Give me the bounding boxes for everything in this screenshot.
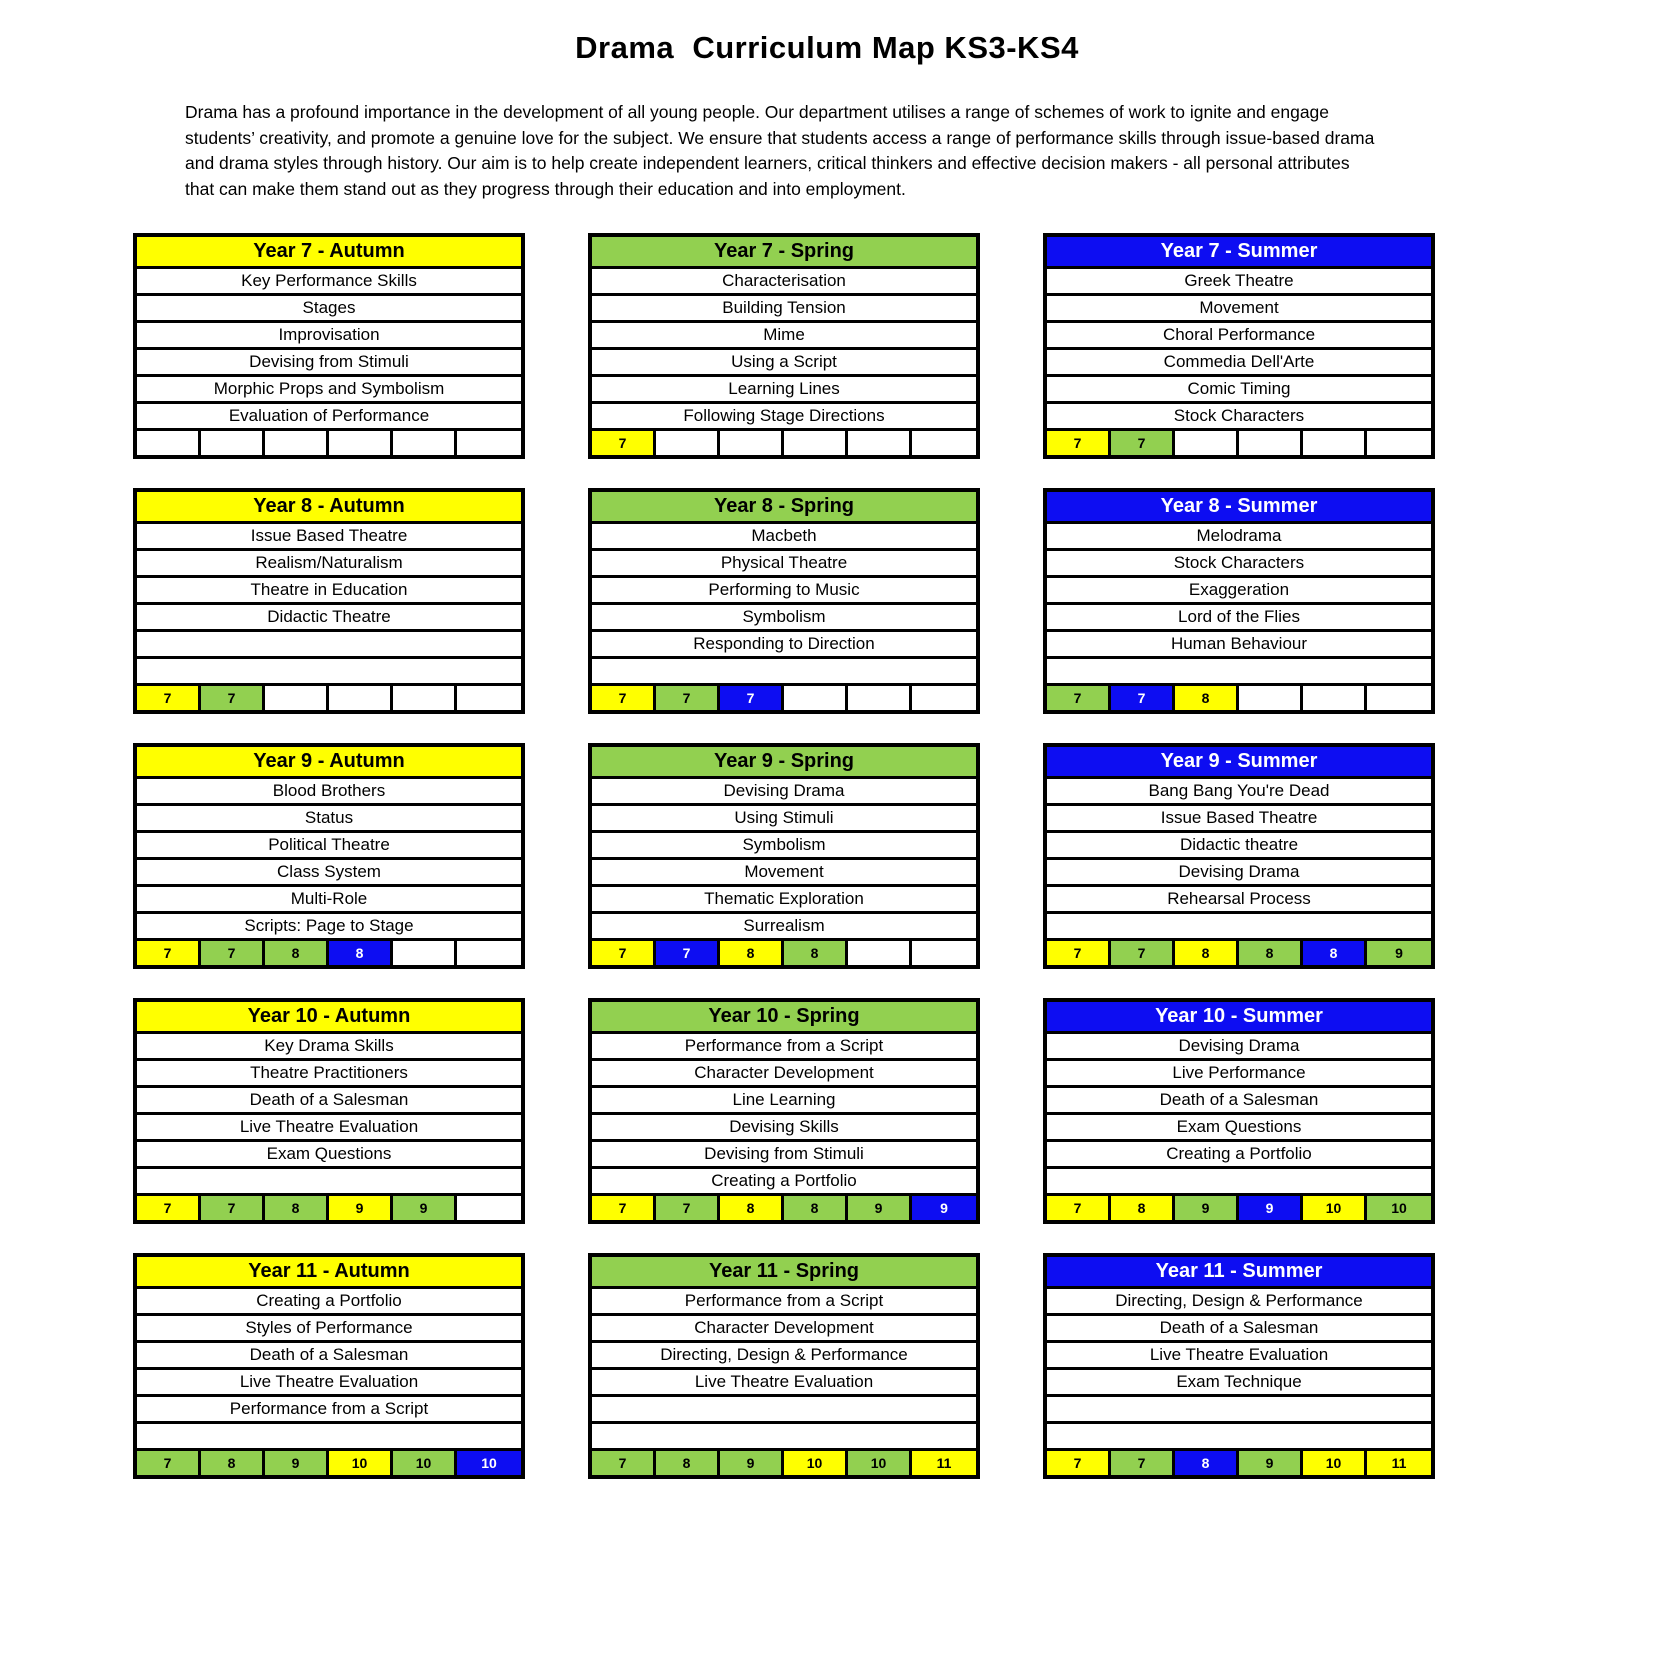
topic-row: Live Theatre Evaluation xyxy=(137,1370,521,1397)
prior-learning-year-row xyxy=(137,431,521,455)
year-ref-cell: 7 xyxy=(656,686,720,710)
term-table-year-8-summer xyxy=(1043,488,1435,714)
year-ref-cell: 8 xyxy=(784,1196,848,1220)
topic-row: Live Theatre Evaluation xyxy=(592,1370,976,1397)
topic-row: Devising from Stimuli xyxy=(592,1142,976,1169)
year-ref-cell: 7 xyxy=(1111,686,1175,710)
topic-row: Exam Technique xyxy=(1047,1370,1431,1397)
topic-row: Greek Theatre xyxy=(1047,269,1431,296)
term-table-title: Year 8 - Autumn xyxy=(137,492,521,524)
year-ref-cell xyxy=(393,941,457,965)
prior-learning-year-row xyxy=(1047,1196,1431,1220)
topic-row: Stock Characters xyxy=(1047,404,1431,431)
year-ref-cell xyxy=(457,686,521,710)
topic-row: Exaggeration xyxy=(1047,578,1431,605)
topic-row: Directing, Design & Performance xyxy=(592,1343,976,1370)
year-ref-cell xyxy=(848,941,912,965)
topic-row: Performance from a Script xyxy=(137,1397,521,1424)
term-table-year-11-spring xyxy=(588,1253,980,1479)
year-ref-cell xyxy=(1303,686,1367,710)
topic-row: Creating a Portfolio xyxy=(137,1289,521,1316)
term-table-title: Year 9 - Spring xyxy=(592,747,976,779)
term-table-year-7-spring xyxy=(588,233,980,459)
year-ref-cell: 7 xyxy=(592,686,656,710)
topic-row: Using Stimuli xyxy=(592,806,976,833)
year-ref-cell xyxy=(265,431,329,455)
term-table-title: Year 11 - Autumn xyxy=(137,1257,521,1289)
year-ref-cell: 8 xyxy=(1175,686,1239,710)
term-table-year-9-summer xyxy=(1043,743,1435,969)
topic-row: Theatre in Education xyxy=(137,578,521,605)
year-ref-cell: 7 xyxy=(1111,941,1175,965)
year-ref-cell: 8 xyxy=(656,1451,720,1475)
prior-learning-year-row xyxy=(137,686,521,710)
topic-row: Status xyxy=(137,806,521,833)
year-ref-cell: 9 xyxy=(848,1196,912,1220)
topic-row: Exam Questions xyxy=(137,1142,521,1169)
topic-row: Symbolism xyxy=(592,833,976,860)
topic-row: Death of a Salesman xyxy=(1047,1088,1431,1115)
topic-row: Physical Theatre xyxy=(592,551,976,578)
topic-row: Following Stage Directions xyxy=(592,404,976,431)
prior-learning-year-row xyxy=(592,1451,976,1475)
topic-row: Characterisation xyxy=(592,269,976,296)
topic-row: Building Tension xyxy=(592,296,976,323)
topic-row: Death of a Salesman xyxy=(137,1343,521,1370)
topic-row: Rehearsal Process xyxy=(1047,887,1431,914)
topic-row: Issue Based Theatre xyxy=(1047,806,1431,833)
prior-learning-year-row xyxy=(1047,431,1431,455)
topic-row: Issue Based Theatre xyxy=(137,524,521,551)
year-ref-cell xyxy=(784,686,848,710)
year-ref-cell xyxy=(848,431,912,455)
topic-row: Responding to Direction xyxy=(592,632,976,659)
topic-row: Stages xyxy=(137,296,521,323)
year-ref-cell xyxy=(720,431,784,455)
year-ref-cell: 7 xyxy=(1047,941,1111,965)
year-ref-cell xyxy=(265,686,329,710)
year-ref-cell xyxy=(1367,686,1431,710)
topic-row xyxy=(137,1169,521,1196)
term-table-title: Year 9 - Autumn xyxy=(137,747,521,779)
year-ref-cell: 8 xyxy=(201,1451,265,1475)
year-ref-cell: 8 xyxy=(1303,941,1367,965)
year-ref-cell xyxy=(201,431,265,455)
year-ref-cell: 10 xyxy=(1303,1196,1367,1220)
topic-row xyxy=(592,659,976,686)
year-ref-cell xyxy=(912,431,976,455)
year-ref-cell: 9 xyxy=(265,1451,329,1475)
topic-row: Comic Timing xyxy=(1047,377,1431,404)
year-ref-cell: 7 xyxy=(137,1451,201,1475)
prior-learning-year-row xyxy=(1047,1451,1431,1475)
topic-row xyxy=(137,659,521,686)
term-table-title: Year 9 - Summer xyxy=(1047,747,1431,779)
topic-row: Thematic Exploration xyxy=(592,887,976,914)
topic-row: Styles of Performance xyxy=(137,1316,521,1343)
year-ref-cell xyxy=(784,431,848,455)
term-table-title: Year 7 - Autumn xyxy=(137,237,521,269)
year-ref-cell: 7 xyxy=(1047,686,1111,710)
year-ref-cell: 8 xyxy=(265,941,329,965)
year-ref-cell: 7 xyxy=(592,1196,656,1220)
prior-learning-year-row xyxy=(592,431,976,455)
prior-learning-year-row xyxy=(137,1196,521,1220)
term-table-year-11-summer xyxy=(1043,1253,1435,1479)
topic-row: Death of a Salesman xyxy=(137,1088,521,1115)
year-ref-cell: 8 xyxy=(265,1196,329,1220)
year-ref-cell xyxy=(1303,431,1367,455)
prior-learning-year-row xyxy=(1047,686,1431,710)
term-table-year-7-autumn xyxy=(133,233,525,459)
topic-row xyxy=(1047,1397,1431,1424)
year-ref-cell: 9 xyxy=(329,1196,393,1220)
year-ref-cell: 9 xyxy=(912,1196,976,1220)
year-ref-cell: 7 xyxy=(137,1196,201,1220)
year-ref-cell xyxy=(457,941,521,965)
year-ref-cell xyxy=(848,686,912,710)
year-ref-cell: 8 xyxy=(329,941,393,965)
term-table-title: Year 11 - Summer xyxy=(1047,1257,1431,1289)
year-ref-cell: 8 xyxy=(720,1196,784,1220)
topic-row: Symbolism xyxy=(592,605,976,632)
year-ref-cell: 8 xyxy=(1175,1451,1239,1475)
year-ref-cell xyxy=(1239,431,1303,455)
year-ref-cell: 8 xyxy=(784,941,848,965)
year-ref-cell xyxy=(656,431,720,455)
term-table-year-10-autumn xyxy=(133,998,525,1224)
topic-row: Surrealism xyxy=(592,914,976,941)
topic-row xyxy=(592,1397,976,1424)
topic-row: Melodrama xyxy=(1047,524,1431,551)
page-title: Drama Curriculum Map KS3-KS4 xyxy=(575,30,1079,65)
topic-row: Didactic theatre xyxy=(1047,833,1431,860)
topic-row: Key Performance Skills xyxy=(137,269,521,296)
topic-row: Character Development xyxy=(592,1316,976,1343)
year-ref-cell xyxy=(329,431,393,455)
intro-paragraph: Drama has a profound importance in the development of all young people. Our department utilises a range of schemes of work to ignite and engage students’ creativity, and promote a genuine love for the subject. We ensure that students access a range of performance skills through issue-based drama and drama styles through history. Our aim is to help create independent learners, critical thinkers and effective decision makers - all personal attributes that can make them stand out as they progress through their education and into employment. xyxy=(185,102,1375,199)
year-ref-cell: 10 xyxy=(1367,1196,1431,1220)
prior-learning-year-row xyxy=(592,686,976,710)
topic-row: Live Theatre Evaluation xyxy=(1047,1343,1431,1370)
topic-row: Morphic Props and Symbolism xyxy=(137,377,521,404)
prior-learning-year-row xyxy=(137,1451,521,1475)
document-page xyxy=(0,30,1654,1479)
year-ref-cell: 10 xyxy=(784,1451,848,1475)
year-ref-cell xyxy=(1367,431,1431,455)
year-ref-cell: 9 xyxy=(1239,1196,1303,1220)
topic-row: Realism/Naturalism xyxy=(137,551,521,578)
topic-row: Political Theatre xyxy=(137,833,521,860)
year-ref-cell xyxy=(137,431,201,455)
topic-row xyxy=(1047,1424,1431,1451)
term-table-title: Year 11 - Spring xyxy=(592,1257,976,1289)
term-table-title: Year 10 - Autumn xyxy=(137,1002,521,1034)
topic-row: Directing, Design & Performance xyxy=(1047,1289,1431,1316)
year-ref-cell: 10 xyxy=(329,1451,393,1475)
topic-row: Character Development xyxy=(592,1061,976,1088)
term-table-title: Year 8 - Spring xyxy=(592,492,976,524)
year-ref-cell: 9 xyxy=(393,1196,457,1220)
year-ref-cell: 7 xyxy=(137,941,201,965)
term-table-year-9-autumn xyxy=(133,743,525,969)
topic-row: Theatre Practitioners xyxy=(137,1061,521,1088)
topic-row xyxy=(1047,1169,1431,1196)
year-ref-cell xyxy=(1239,686,1303,710)
topic-row: Live Performance xyxy=(1047,1061,1431,1088)
term-table-year-7-summer xyxy=(1043,233,1435,459)
year-ref-cell xyxy=(457,1196,521,1220)
topic-row: Movement xyxy=(1047,296,1431,323)
topic-row: Using a Script xyxy=(592,350,976,377)
topic-row: Devising Skills xyxy=(592,1115,976,1142)
year-ref-cell xyxy=(912,686,976,710)
prior-learning-year-row xyxy=(592,941,976,965)
topic-row: Evaluation of Performance xyxy=(137,404,521,431)
topic-row: Blood Brothers xyxy=(137,779,521,806)
topic-row: Devising Drama xyxy=(592,779,976,806)
topic-row: Performing to Music xyxy=(592,578,976,605)
term-table-year-10-spring xyxy=(588,998,980,1224)
year-ref-cell: 7 xyxy=(201,686,265,710)
topic-row: Performance from a Script xyxy=(592,1034,976,1061)
topic-row: Didactic Theatre xyxy=(137,605,521,632)
year-ref-cell xyxy=(393,686,457,710)
term-table-year-8-autumn xyxy=(133,488,525,714)
topic-row: Bang Bang You're Dead xyxy=(1047,779,1431,806)
year-ref-cell: 9 xyxy=(1175,1196,1239,1220)
topic-row xyxy=(1047,914,1431,941)
topic-row: Improvisation xyxy=(137,323,521,350)
topic-row: Stock Characters xyxy=(1047,551,1431,578)
year-ref-cell: 7 xyxy=(201,941,265,965)
year-ref-cell: 7 xyxy=(201,1196,265,1220)
topic-row: Creating a Portfolio xyxy=(1047,1142,1431,1169)
year-ref-cell: 8 xyxy=(1111,1196,1175,1220)
year-ref-cell xyxy=(393,431,457,455)
year-ref-cell: 8 xyxy=(1239,941,1303,965)
year-ref-cell xyxy=(457,431,521,455)
topic-row: Multi-Role xyxy=(137,887,521,914)
prior-learning-year-row xyxy=(1047,941,1431,965)
year-ref-cell: 7 xyxy=(1111,1451,1175,1475)
year-ref-cell: 10 xyxy=(393,1451,457,1475)
topic-row: Devising Drama xyxy=(1047,860,1431,887)
year-ref-cell: 7 xyxy=(1047,1196,1111,1220)
topic-row: Performance from a Script xyxy=(592,1289,976,1316)
topic-row: Commedia Dell'Arte xyxy=(1047,350,1431,377)
topic-row: Death of a Salesman xyxy=(1047,1316,1431,1343)
term-table-title: Year 8 - Summer xyxy=(1047,492,1431,524)
year-ref-cell: 10 xyxy=(848,1451,912,1475)
term-table-title: Year 7 - Spring xyxy=(592,237,976,269)
topic-row: Mime xyxy=(592,323,976,350)
term-table-year-10-summer xyxy=(1043,998,1435,1224)
term-table-year-11-autumn xyxy=(133,1253,525,1479)
topic-row xyxy=(137,632,521,659)
year-ref-cell: 11 xyxy=(1367,1451,1431,1475)
year-ref-cell xyxy=(329,686,393,710)
term-table-year-9-spring xyxy=(588,743,980,969)
curriculum-grid xyxy=(133,233,1654,1479)
term-table-year-8-spring xyxy=(588,488,980,714)
topic-row: Movement xyxy=(592,860,976,887)
topic-row: Creating a Portfolio xyxy=(592,1169,976,1196)
year-ref-cell: 9 xyxy=(1239,1451,1303,1475)
year-ref-cell: 7 xyxy=(1111,431,1175,455)
topic-row xyxy=(1047,659,1431,686)
topic-row: Devising from Stimuli xyxy=(137,350,521,377)
topic-row: Human Behaviour xyxy=(1047,632,1431,659)
term-table-title: Year 10 - Summer xyxy=(1047,1002,1431,1034)
year-ref-cell: 7 xyxy=(656,941,720,965)
term-table-title: Year 7 - Summer xyxy=(1047,237,1431,269)
topic-row: Key Drama Skills xyxy=(137,1034,521,1061)
topic-row xyxy=(592,1424,976,1451)
year-ref-cell: 7 xyxy=(720,686,784,710)
year-ref-cell: 11 xyxy=(912,1451,976,1475)
prior-learning-year-row xyxy=(137,941,521,965)
topic-row: Lord of the Flies xyxy=(1047,605,1431,632)
topic-row: Choral Performance xyxy=(1047,323,1431,350)
year-ref-cell xyxy=(1175,431,1239,455)
year-ref-cell: 7 xyxy=(1047,1451,1111,1475)
year-ref-cell: 9 xyxy=(720,1451,784,1475)
year-ref-cell: 8 xyxy=(720,941,784,965)
topic-row: Scripts: Page to Stage xyxy=(137,914,521,941)
year-ref-cell: 7 xyxy=(137,686,201,710)
prior-learning-year-row xyxy=(592,1196,976,1220)
topic-row: Live Theatre Evaluation xyxy=(137,1115,521,1142)
year-ref-cell: 10 xyxy=(457,1451,521,1475)
topic-row: Learning Lines xyxy=(592,377,976,404)
year-ref-cell: 7 xyxy=(1047,431,1111,455)
topic-row: Class System xyxy=(137,860,521,887)
topic-row: Exam Questions xyxy=(1047,1115,1431,1142)
year-ref-cell: 7 xyxy=(656,1196,720,1220)
topic-row: Macbeth xyxy=(592,524,976,551)
year-ref-cell: 7 xyxy=(592,941,656,965)
topic-row: Line Learning xyxy=(592,1088,976,1115)
term-table-title: Year 10 - Spring xyxy=(592,1002,976,1034)
year-ref-cell: 8 xyxy=(1175,941,1239,965)
year-ref-cell xyxy=(912,941,976,965)
topic-row: Devising Drama xyxy=(1047,1034,1431,1061)
year-ref-cell: 7 xyxy=(592,431,656,455)
year-ref-cell: 7 xyxy=(592,1451,656,1475)
topic-row xyxy=(137,1424,521,1451)
year-ref-cell: 9 xyxy=(1367,941,1431,965)
year-ref-cell: 10 xyxy=(1303,1451,1367,1475)
